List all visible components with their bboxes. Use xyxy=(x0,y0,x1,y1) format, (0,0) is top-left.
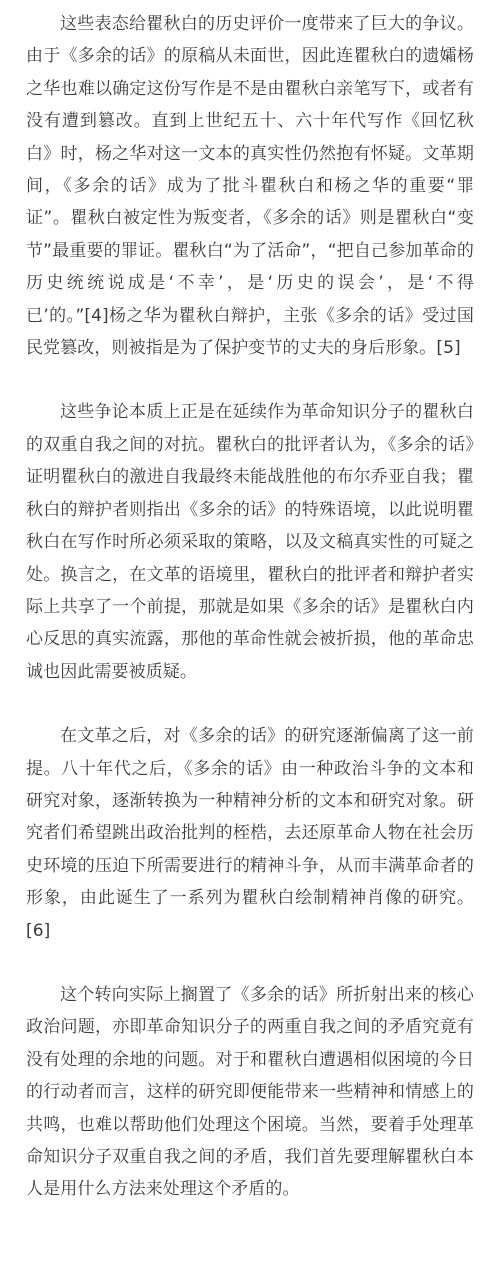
paragraph-4: 这个转向实际上搁置了《多余的话》所折射出来的核心政治问题，亦即革命知识分子的两重自我之间的矛盾究竟有没有处理的余地的问题。对于和瞿秋白遭遇相似困境的今日的行动者而言，这样的研究即便能带来一些精神和情感上的共鸣，也难以帮助他们处理这个困境。当然，要着手处理革命知识分子双重自我之间的矛盾，我们首先要理解瞿秋白本人是用什么方法来处理这个矛盾的。 xyxy=(26,984,474,1200)
paragraph-2: 这些争论本质上正是在延续作为革命知识分子的瞿秋白的双重自我之间的对抗。瞿秋白的批评者认为，《多余的话》证明瞿秋白的激进自我最终未能战胜他的布尔乔亚自我；瞿秋白的辩护者则指出《多余的话》的特殊语境，以此说明瞿秋白在写作时所必须采取的策略，以及文稿真实性的可疑之处。换言之，在文革的语境里，瞿秋白的批评者和辩护者实际上共享了一个前提，那就是如果《多余的话》是瞿秋白内心反思的真实流露，那他的革命性就会被折损，他的革命忠诚也因此需要被质疑。 xyxy=(26,402,474,682)
paragraph-1: 这些表态给瞿秋白的历史评价一度带来了巨大的争议。由于《多余的话》的原稿从未面世，因此连瞿秋白的遗孀杨之华也难以确定这份写作是不是由瞿秋白亲笔写下，或者有没有遭到篡改。直到上世纪五十、六十年代写作《回忆秋白》时，杨之华对这一文本的真实性仍然抱有怀疑。文革期间，《多余的话》成为了批斗瞿秋白和杨之华的重要“罪证”。瞿秋白被定性为叛变者，《多余的话》则是瞿秋白“变节”最重要的罪证。瞿秋白“为了活命”，“把自己参加革命的历史统统说成是‘不幸’，是‘历史的误会’，是‘不得已’的。”[4]杨之华为瞿秋白辩护，主张《多余的话》受过国民党篡改，则被指是为了保护变节的丈夫的身后形象。[5] xyxy=(26,14,474,359)
paragraph-3: 在文革之后，对《多余的话》的研究逐渐偏离了这一前提。八十年代之后，《多余的话》由一种政治斗争的文本和研究对象，逐渐转换为一种精神分析的文本和研究对象。研究者们希望跳出政治批判的桎梏，去还原革命人物在社会历史环境的压迫下所需要进行的精神斗争，从而丰满革命者的形象，由此诞生了一系列为瞿秋白绘制精神肖像的研究。[6] xyxy=(26,726,474,941)
